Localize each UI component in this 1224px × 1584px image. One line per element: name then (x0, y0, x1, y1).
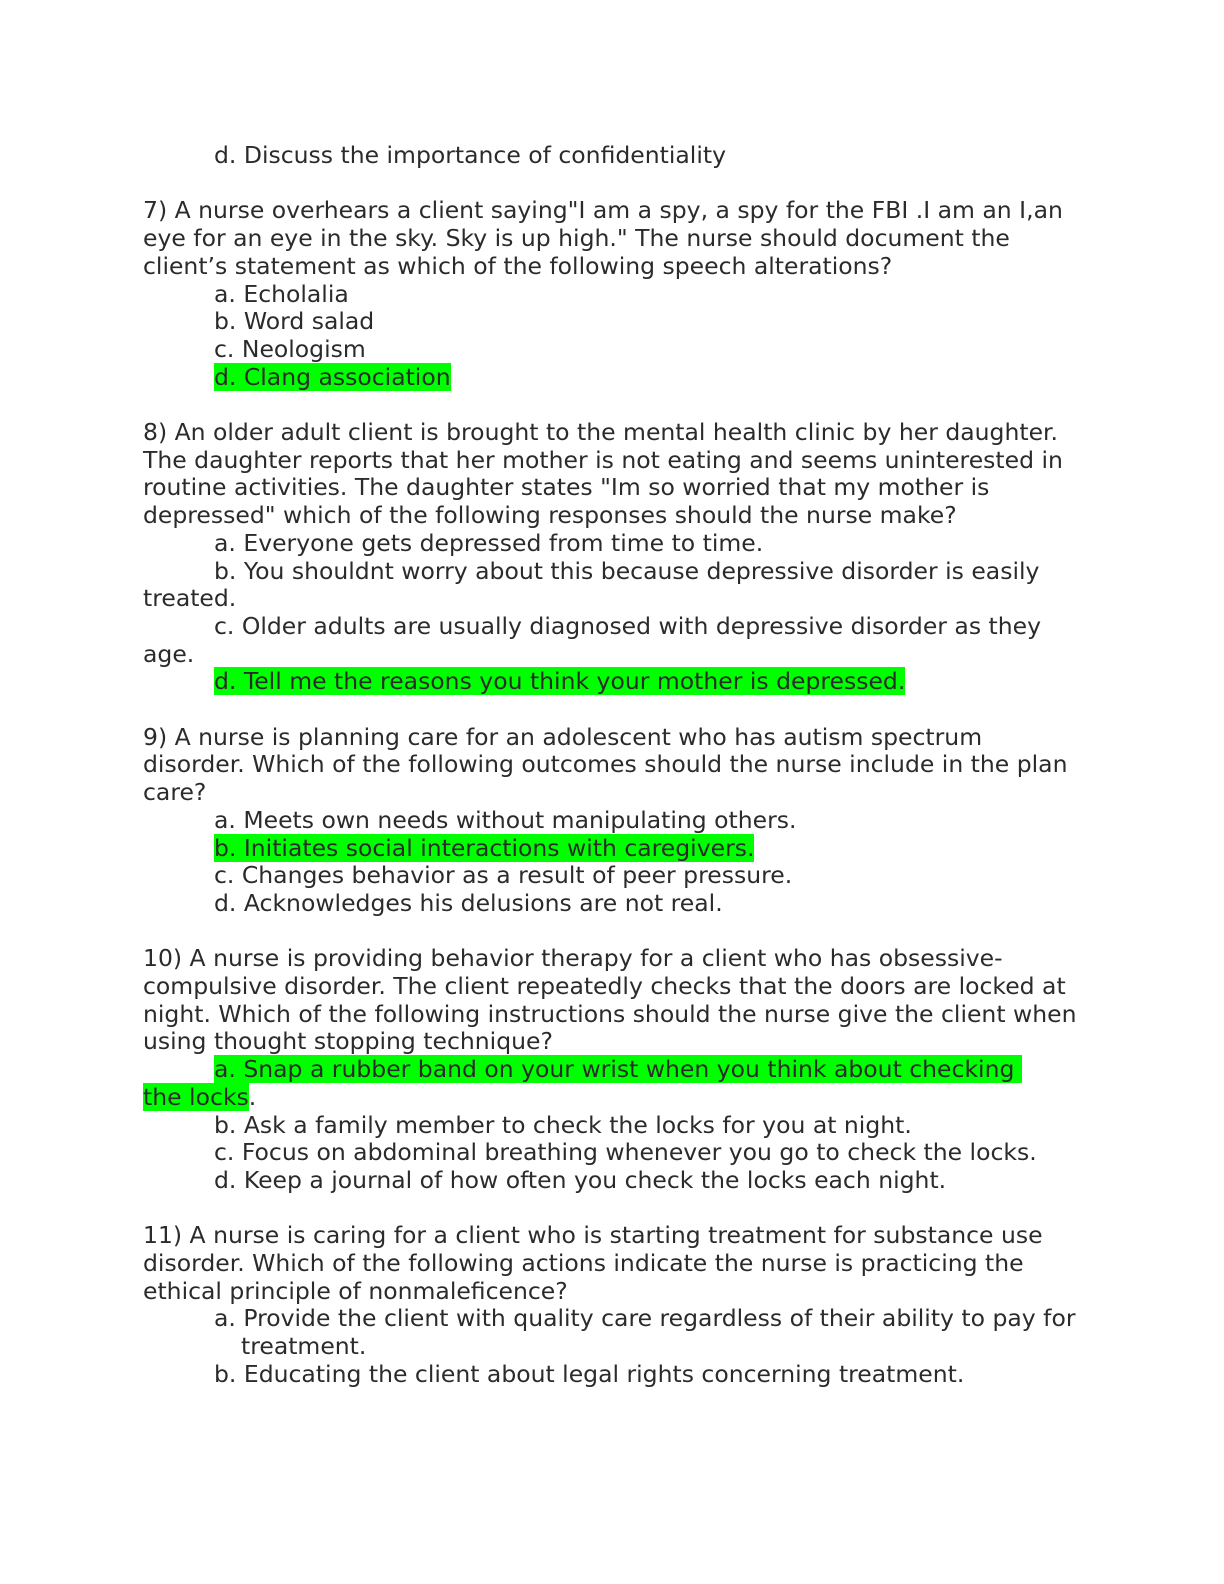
document-page (143, 142, 1083, 1389)
spacer (143, 1195, 1083, 1223)
q7-option-d-highlighted: d. Clang association (214, 362, 451, 391)
q10-option-a-line1 (143, 1056, 1083, 1084)
q10-option-a-highlighted-part1: a. Snap a rubber band on your wrist when you think about checking (214, 1055, 1022, 1084)
q8-option-b-line1: b. You shouldnt worry about this because depressive disorder is easily (214, 556, 1040, 585)
spacer (143, 391, 1083, 419)
q11-option-b: b. Educating the client about legal rights concerning treatment. (214, 1359, 965, 1388)
q8-option-a: a. Everyone gets depressed from time to time. (214, 528, 764, 557)
q9-option-c: c. Changes behavior as a result of peer pressure. (214, 861, 793, 890)
q8-stem: 8) An older adult client is brought to the mental health clinic by her daughter. The daughter reports that her mother is not eating and seems uninterested in routine activities. The daughter states "Im so worried that my mother is depressed" which of the following responses should the nurse make? (143, 418, 1071, 530)
q8-option-d-wrapper (143, 668, 1083, 696)
q10-stem: 10) A nurse is providing behavior therapy for a client who has obsessive-compulsive disorder. The client repeatedly checks that the doors are locked at night. Which of the following instructions should the nurse give the client when using thought stopping technique? (143, 944, 1084, 1056)
q9-option-b-highlighted: b. Initiates social interactions with caregivers. (214, 833, 755, 862)
spacer (143, 696, 1083, 724)
q10-option-a-highlighted-part2: the locks (143, 1082, 249, 1111)
q8-option-b-line2: treated. (143, 584, 237, 613)
q10-option-a-line2 (143, 1084, 1083, 1112)
q10-option-d: d. Keep a journal of how often you check the locks each night. (214, 1165, 947, 1194)
spacer (143, 918, 1083, 946)
q7-option-c: c. Neologism (214, 334, 366, 363)
q9-option-a: a. Meets own needs without manipulating others. (214, 805, 797, 834)
q7-stem: 7) A nurse overhears a client saying"I am a spy, a spy for the FBI .I am an I,an eye for an eye in the sky. Sky is up high." The nurse should document the client’s statement as which of the following speech alterations? (143, 196, 1071, 280)
q8-option-d-highlighted: d. Tell me the reasons you think your mother is depressed. (214, 667, 906, 696)
q8-option-c-line2: age. (143, 639, 195, 668)
q10-option-b: b. Ask a family member to check the locks for you at night. (214, 1110, 912, 1139)
q10-option-a-period: . (248, 1082, 257, 1111)
spacer (143, 170, 1083, 198)
q11-option-a: a. Provide the client with quality care regardless of their ability to pay for treatment. (214, 1304, 1083, 1361)
q9-option-b-wrapper (143, 835, 1083, 863)
q11-stem: 11) A nurse is caring for a client who is starting treatment for substance use disorder. Which of the following actions indicate the nurse is practicing the ethical principle of nonmaleficence? (143, 1221, 1051, 1305)
q6-option-d: d. Discuss the importance of confidentiality (214, 141, 726, 169)
q7-option-b: b. Word salad (214, 307, 375, 336)
q10-option-c: c. Focus on abdominal breathing whenever you go to check the locks. (214, 1138, 1037, 1167)
q9-stem: 9) A nurse is planning care for an adolescent who has autism spectrum disorder. Which of the following outcomes should the nurse include in the plan care? (143, 722, 1075, 807)
q7-option-d-wrapper (143, 364, 1083, 392)
q8-option-c-line1: c. Older adults are usually diagnosed with depressive disorder as they (214, 611, 1042, 640)
q9-option-d: d. Acknowledges his delusions are not real. (214, 888, 723, 917)
q7-option-a: a. Echolalia (214, 279, 349, 308)
